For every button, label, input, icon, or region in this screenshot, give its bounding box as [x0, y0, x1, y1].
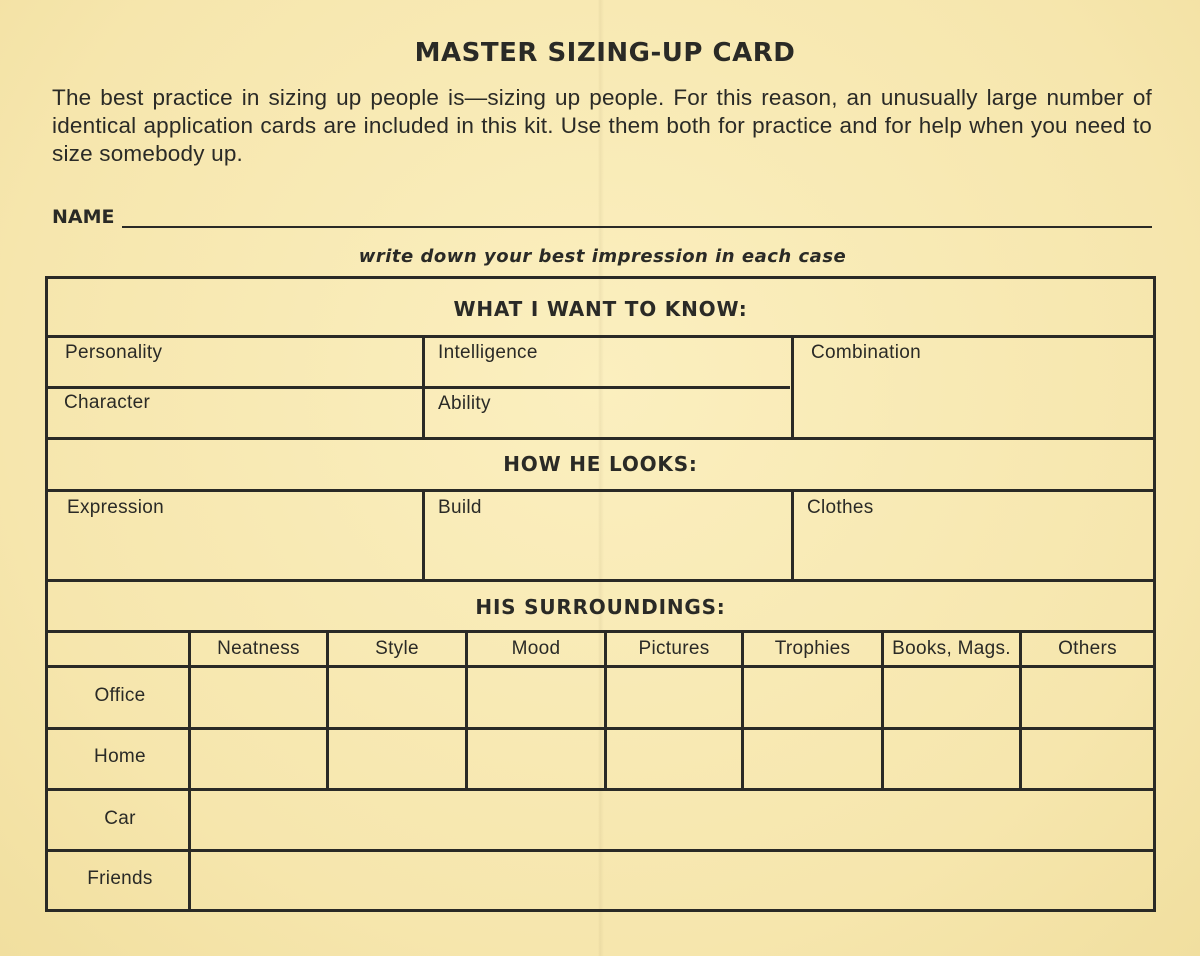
column-header-trophies: Trophies	[774, 638, 851, 659]
page-title: MASTER SIZING-UP CARD	[414, 38, 796, 68]
row-label-friends: Friends	[87, 868, 153, 889]
column-header-others: Others	[1058, 638, 1117, 659]
divider	[791, 336, 794, 438]
column-header-style: Style	[375, 638, 419, 659]
field-build[interactable]: Build	[438, 497, 482, 518]
name-label: NAME	[52, 206, 115, 228]
row-label-car: Car	[104, 808, 136, 829]
section-heading-how-he-looks: HOW HE LOOKS:	[503, 452, 698, 476]
column-header-pictures: Pictures	[638, 638, 710, 659]
divider	[48, 788, 1153, 791]
divider	[48, 335, 1153, 338]
intro-paragraph: The best practice in sizing up people is—sizing up people. For this reason, an unusually large number of identical application cards are included in this kit. Use them both for practice and for help when you need to size somebody up.	[52, 85, 1152, 166]
divider	[48, 665, 1153, 668]
field-clothes[interactable]: Clothes	[807, 497, 874, 518]
divider	[48, 437, 1153, 440]
divider	[48, 630, 1153, 633]
field-combination[interactable]: Combination	[811, 342, 921, 363]
column-header-neatness: Neatness	[217, 638, 300, 659]
divider	[48, 727, 1153, 730]
instruction-text: write down your best impression in each case	[358, 246, 847, 267]
divider	[48, 849, 1153, 852]
divider	[48, 386, 790, 389]
row-label-office: Office	[94, 685, 146, 706]
field-ability[interactable]: Ability	[438, 393, 491, 414]
field-personality[interactable]: Personality	[65, 342, 163, 363]
name-line[interactable]	[122, 226, 1152, 228]
divider	[48, 579, 1153, 582]
divider	[791, 490, 794, 580]
column-header-books-mags: Books, Mags.	[892, 638, 1011, 659]
field-intelligence[interactable]: Intelligence	[438, 342, 538, 363]
field-expression[interactable]: Expression	[67, 497, 164, 518]
divider	[48, 489, 1153, 492]
section-heading-what-i-want-to-know: WHAT I WANT TO KNOW:	[453, 297, 748, 321]
row-label-home: Home	[94, 746, 146, 767]
divider	[422, 490, 425, 580]
name-field-row	[52, 204, 1152, 232]
section-heading-his-surroundings: HIS SURROUNDINGS:	[475, 595, 726, 619]
field-character[interactable]: Character	[64, 392, 151, 413]
column-header-mood: Mood	[511, 638, 561, 659]
sizing-up-form	[45, 276, 1156, 912]
